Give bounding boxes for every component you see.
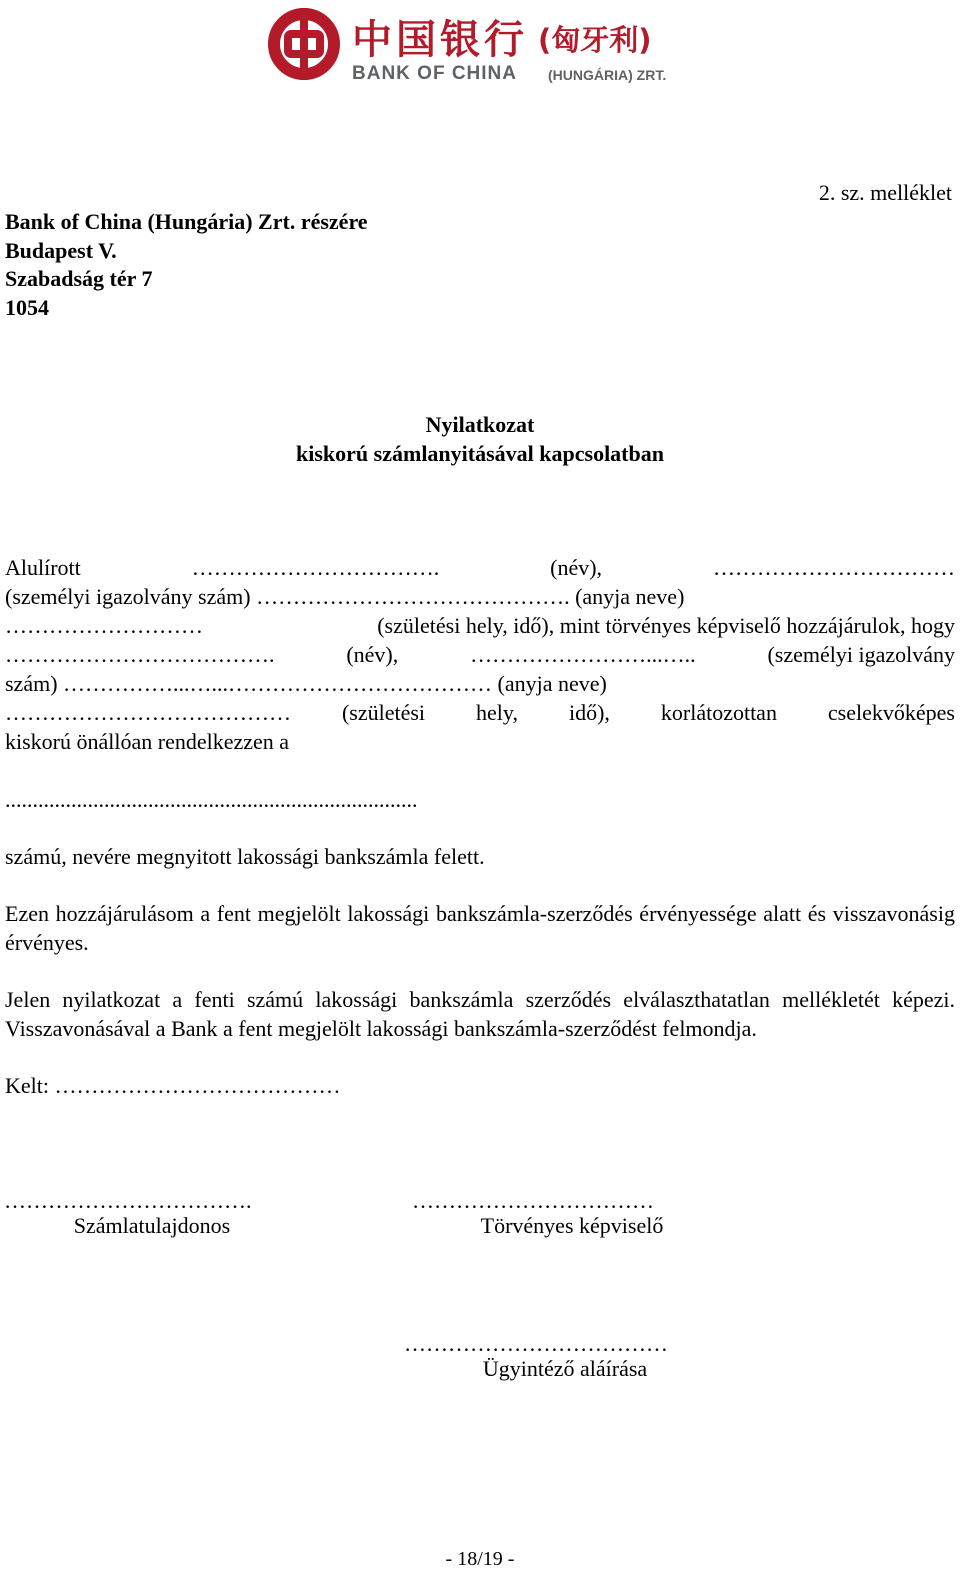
signature-label-3: Ügyintéző aláírása — [482, 1356, 648, 1381]
signature-legal-representative — [412, 1188, 732, 1239]
bank-logo — [266, 6, 696, 86]
logo-latin-subtitle: (HUNGÁRIA) ZRT. — [548, 67, 667, 83]
text-hely: hely, — [476, 700, 518, 725]
annex-paragraph: Jelen nyilatkozat a fenti számú lakossági bankszámla szerződés elválaszthatatlan mellékletét képezi. Visszavonásával a Bank a fent megjelölt lakossági bankszámla-szerződést felmondja. — [5, 987, 955, 1041]
address-line-2: Budapest V. — [5, 237, 117, 263]
birth-blank: ……………………… — [5, 613, 203, 638]
text-szuletesi: (születési — [341, 700, 426, 725]
body-line-4 — [5, 640, 955, 669]
title-line-1: Nyilatkozat — [425, 412, 535, 437]
text-korlatozottan: korlátozottan — [660, 700, 777, 725]
text-minor-nev: (név), — [346, 642, 399, 667]
id-blank: …………………………… — [712, 555, 955, 580]
body-line-3 — [5, 611, 955, 640]
address-line-3: Szabadság tér 7 — [5, 266, 153, 291]
signature-label-1: Számlatulajdonos — [73, 1213, 231, 1238]
date-blank: ………………………………… — [54, 1073, 341, 1098]
text-minor-mother: (anyja neve) — [497, 671, 607, 696]
text-ido: idő), — [568, 700, 610, 725]
page-number: - 18/19 - — [445, 1548, 515, 1570]
signature-dots-1: ……………………………. — [4, 1188, 252, 1213]
signature-administrator — [404, 1331, 726, 1382]
text-alulirott: Alulírott — [5, 555, 81, 580]
minor-name-blank: ………………………………. — [5, 642, 275, 667]
body-line-7: kiskorú önállóan rendelkezzen a — [5, 729, 290, 754]
body-line-1 — [5, 553, 955, 582]
logo-chinese-name: 中国银行 — [352, 17, 528, 63]
attachment-label: 2. sz. melléklet — [818, 180, 952, 205]
minor-id-blank: ……………………...….. — [470, 642, 696, 667]
signature-dots-2: …………………………… — [412, 1188, 654, 1213]
address-line-1: Bank of China (Hungária) Zrt. részére — [5, 209, 368, 234]
title-line-2: kiskorú számlanyitásával kapcsolatban — [296, 441, 664, 466]
text-cselekvokepes: cselekvőképes — [827, 700, 955, 725]
text-birth-consent: (születési hely, idő), mint törvényes képviselő hozzájárulok, hogy — [377, 613, 955, 638]
recipient-address — [5, 208, 368, 322]
minor-mother-blank: ……………...…...……………………………… — [63, 671, 493, 696]
declaration-paragraph — [5, 553, 955, 756]
minor-birth-blank: ………………………………… — [5, 700, 291, 725]
name-blank: ……………………………. — [191, 555, 440, 580]
body-line-2 — [5, 582, 955, 611]
text-szam: szám) — [5, 671, 58, 696]
account-number-blank: ........................................................................... — [5, 787, 418, 812]
text-nev: (név), — [550, 555, 603, 580]
validity-paragraph: Ezen hozzájárulásom a fent megjelölt lakossági bankszámla-szerződés érvényessége alatt és visszavonásig érvényes. — [5, 901, 955, 955]
signature-account-holder — [4, 1188, 300, 1239]
signature-label-2: Törvényes képviselő — [480, 1213, 664, 1238]
body-line-6 — [5, 698, 955, 727]
mother-name-blank: ……………………………………. — [256, 584, 570, 609]
logo-latin-name: BANK OF CHINA — [352, 63, 517, 84]
signature-dots-3: ……………………………… — [404, 1331, 668, 1356]
text-mother-name: (anyja neve) — [575, 584, 685, 609]
logo-bar — [300, 8, 308, 80]
account-line: számú, nevére megnyitott lakossági bankszámla felett. — [5, 844, 485, 869]
body-line-5 — [5, 669, 955, 698]
text-minor-id: (személyi igazolvány — [767, 642, 955, 667]
date-line — [5, 1071, 955, 1100]
document-title — [0, 410, 960, 468]
logo-chinese-subtitle: (匈牙利) — [538, 23, 652, 57]
date-label: Kelt: — [5, 1073, 49, 1098]
text-id-number: (személyi igazolvány szám) — [5, 584, 251, 609]
address-line-4: 1054 — [5, 294, 49, 320]
